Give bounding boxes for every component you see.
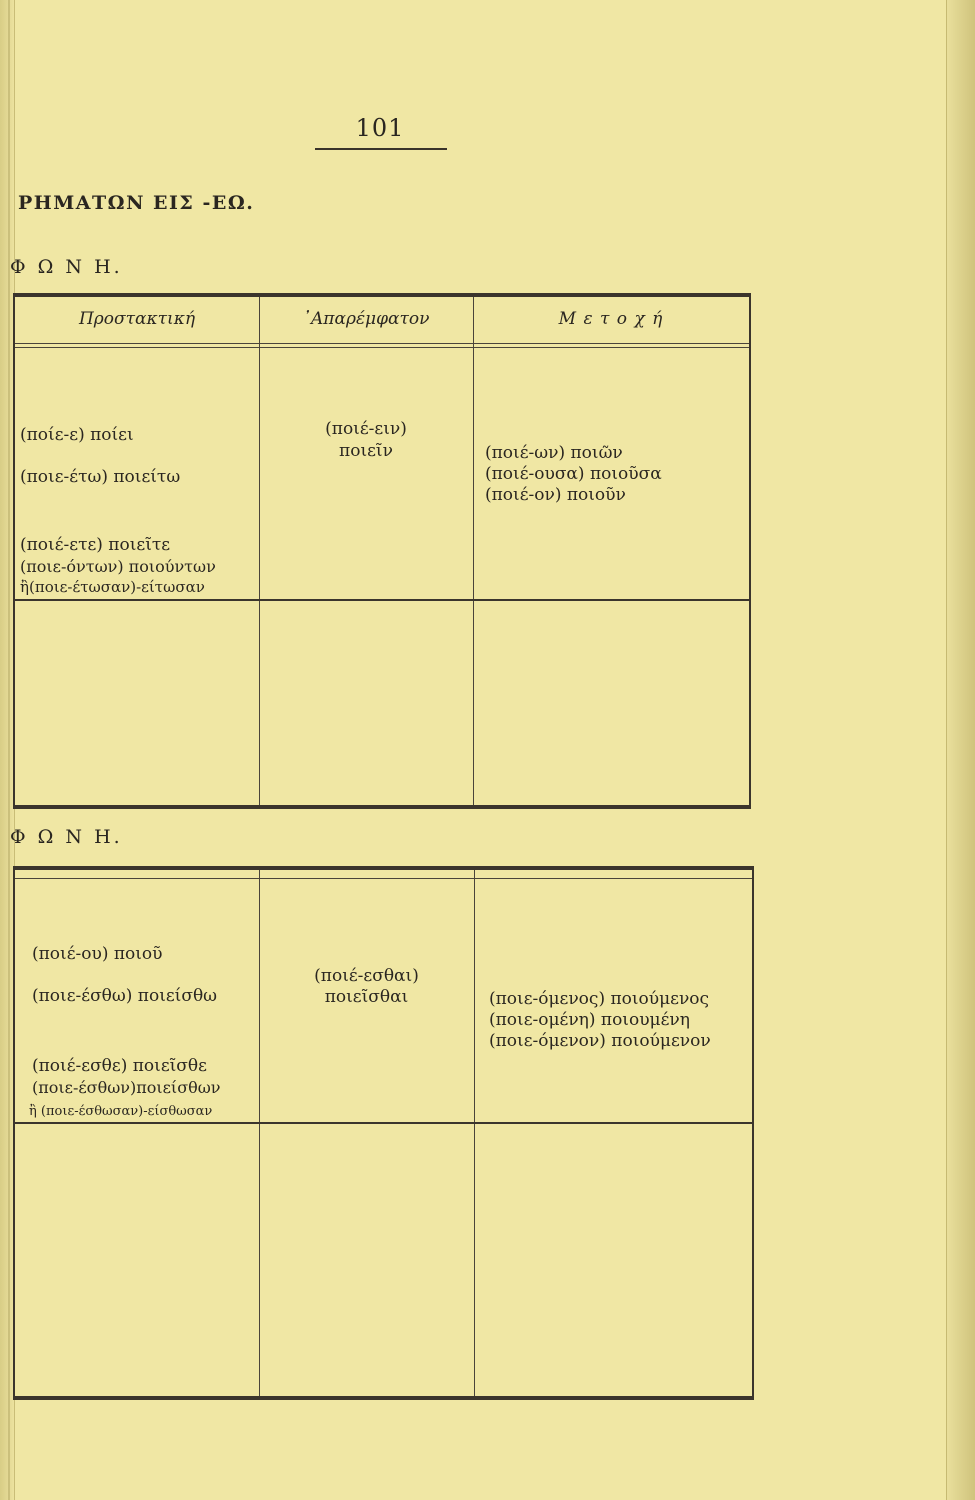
- imperative-line: (ποιέ-εσθε) ποιεῖσθε: [32, 1056, 207, 1076]
- passive-voice-table: [13, 866, 754, 1400]
- participle-line: (ποιέ-ουσα) ποιοῦσα: [485, 464, 662, 484]
- page-number-rule: [315, 148, 447, 150]
- header-rule-double: [15, 347, 749, 348]
- participle-line: (ποιε-όμενον) ποιούμενον: [489, 1031, 711, 1051]
- binding-gutter: [8, 0, 10, 1500]
- row-divider: [15, 599, 749, 601]
- passive-voice-label: Φ Ω Ν Η.: [10, 826, 123, 848]
- participle-line: (ποιέ-ον) ποιοῦν: [485, 485, 626, 505]
- page-number: 101: [355, 114, 405, 142]
- header-participle: Μ ε τ ο χ ή: [558, 309, 664, 329]
- header-rule: [15, 343, 749, 344]
- header-rule: [15, 878, 752, 879]
- imperative-line: (ποιέ-ου) ποιοῦ: [32, 944, 163, 964]
- participle-line: (ποιε-ομένη) ποιουμένη: [489, 1010, 690, 1030]
- page-edge-right: [946, 0, 975, 1500]
- active-voice-label: Φ Ω Ν Η.: [10, 256, 123, 278]
- column-divider: [474, 870, 475, 1396]
- active-voice-table: [13, 293, 751, 809]
- page-heading: ΡΗΜΑΤΩΝ ΕΙΣ -ΕΩ.: [18, 192, 255, 214]
- header-infinitive: ᾽Απαρέμφατον: [302, 309, 430, 329]
- imperative-line: (ποιε-έτω) ποιείτω: [20, 467, 181, 487]
- imperative-line: (ποιε-έσθω) ποιείσθω: [32, 986, 218, 1006]
- infinitive-line: ποιεῖν: [339, 441, 393, 461]
- imperative-line: ἢ (ποιε-έσθωσαν)-είσθωσαν: [29, 1104, 213, 1119]
- infinitive-line: ποιεῖσθαι: [324, 987, 409, 1007]
- column-divider: [473, 297, 474, 805]
- imperative-line: (ποιε-όντων) ποιούντων: [20, 557, 216, 576]
- imperative-line: ἢ(ποιε-έτωσαν)-είτωσαν: [20, 578, 205, 596]
- header-imperative: Προστακτική: [78, 309, 196, 329]
- imperative-line: (ποιέ-ετε) ποιεῖτε: [20, 535, 171, 555]
- infinitive-line: (ποιέ-ειν): [325, 419, 407, 439]
- column-divider: [259, 870, 260, 1396]
- imperative-line: (ποίε-ε) ποίει: [20, 425, 134, 445]
- participle-line: (ποιε-όμενος) ποιούμενος: [489, 989, 710, 1009]
- row-divider: [15, 1122, 752, 1124]
- infinitive-line: (ποιέ-εσθαι): [314, 966, 419, 986]
- imperative-line: (ποιε-έσθων)ποιείσθων: [32, 1078, 221, 1097]
- participle-line: (ποιέ-ων) ποιῶν: [485, 443, 623, 463]
- column-divider: [259, 297, 260, 805]
